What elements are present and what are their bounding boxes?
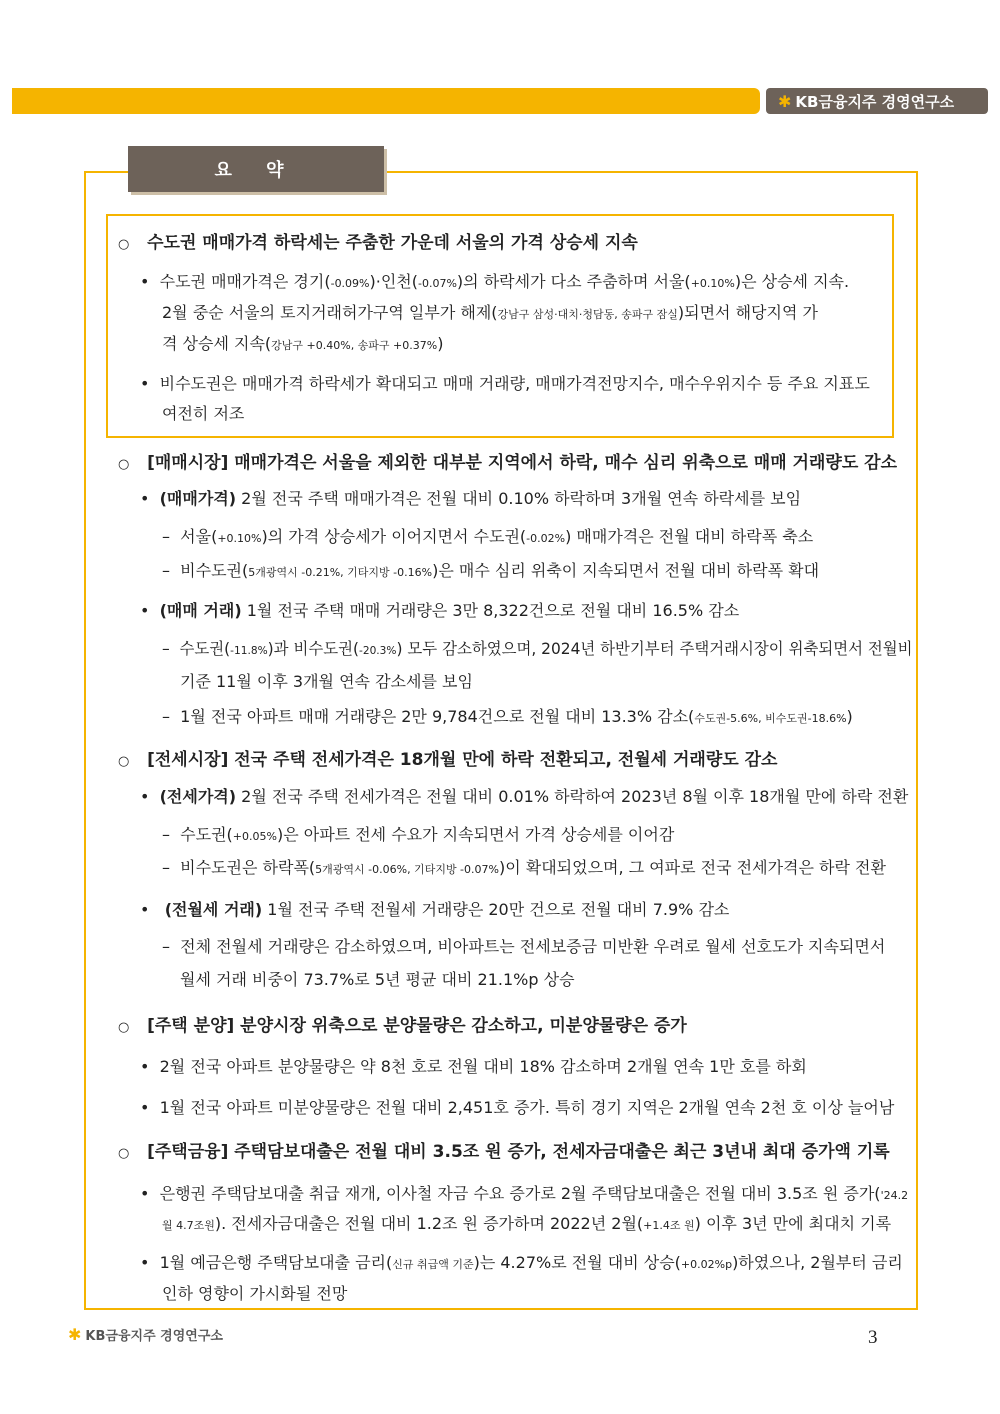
- bullet-5-2-line2: 인하 영향이 가시화될 전망: [162, 1284, 348, 1303]
- footer-brand: [68, 1325, 223, 1344]
- section-1-heading: ○ 수도권 매매가격 하락세는 주춤한 가운데 서울의 가격 상승세 지속: [118, 233, 638, 253]
- bullet-2-1: • (매매가격) 2월 전국 주택 매매가격은 전월 대비 0.10% 하락하며 3개월 연속 하락세를 보임: [140, 489, 802, 508]
- dash-2-4: – 1월 전국 아파트 매매 거래량은 2만 9,784건으로 전월 대비 13.3% 감소(수도권-5.6%, 비수도권-18.6%): [162, 707, 853, 726]
- summary-tab: 요 약: [128, 146, 384, 192]
- section-title: 수도권 매매가격 하락세는 주춤한 가운데 서울의 가격 상승세 지속: [147, 233, 638, 253]
- dash-3-3: – 전체 전월세 거래량은 감소하였으며, 비아파트는 전세보증금 미반환 우려로 월세 선호도가 지속되면서: [162, 937, 886, 956]
- dash-3-3-line2: 월세 거래 비중이 73.7%로 5년 평균 대비 21.1%p 상승: [180, 970, 575, 989]
- bullet-1-2: • 비수도권은 매매가격 하락세가 확대되고 매매 거래량, 매매가격전망지수, 매수우위지수 등 주요 지표도: [140, 374, 870, 393]
- bullet-5-2: • 1월 예금은행 주택담보대출 금리(신규 취급액 기준)는 4.27%로 전월 대비 상승(+0.02%p)하였으나, 2월부터 금리: [140, 1253, 903, 1272]
- page-number: 3: [868, 1327, 878, 1348]
- bullet-2-2: • (매매 거래) 1월 전국 주택 매매 거래량은 3만 8,322건으로 전월 대비 16.5% 감소: [140, 601, 740, 620]
- kb-star-icon: ✱: [68, 1325, 82, 1344]
- dash-3-1: – 수도권(+0.05%)은 아파트 전세 수요가 지속되면서 가격 상승세를 이어감: [162, 825, 675, 844]
- section-4-heading: ○ [주택 분양] 분양시장 위축으로 분양물량은 감소하고, 미분양물량은 증가: [118, 1016, 687, 1036]
- bullet-3-1: • (전세가격) 2월 전국 주택 전세가격은 전월 대비 0.01% 하락하여 2023년 8월 이후 18개월 만에 하락 전환: [140, 787, 909, 806]
- dash-3-2: – 비수도권은 하락폭(5개광역시 -0.06%, 기타지방 -0.07%)이 확대되었으며, 그 여파로 전국 전세가격은 하락 전환: [162, 858, 886, 877]
- bullet-5-1-line2: 월 4.7조원). 전세자금대출은 전월 대비 1.2조 원 증가하며 2022년 2월(+1.4조 원) 이후 3년 만에 최대치 기록: [162, 1214, 892, 1233]
- bullet-1-2-line2: 여전히 저조: [162, 404, 245, 423]
- kb-star-icon: ✱: [778, 91, 792, 111]
- bullet-1-1-line3: 격 상승세 지속(강남구 +0.40%, 송파구 +0.37%): [162, 334, 444, 353]
- dash-2-1: – 서울(+0.10%)의 가격 상승세가 이어지면서 수도권(-0.02%) 매매가격은 전월 대비 하락폭 축소: [162, 527, 814, 546]
- bullet-3-2: • (전월세 거래) 1월 전국 주택 전월세 거래량은 20만 건으로 전월 대비 7.9% 감소: [140, 900, 730, 919]
- bullet-1-1-line2: 2월 중순 서울의 토지거래허가구역 일부가 해제(강남구 삼성·대치·청담동, 송파구 잠실)되면서 해당지역 가: [162, 303, 818, 322]
- section-5-heading: ○ [주택금융] 주택담보대출은 전월 대비 3.5조 원 증가, 전세자금대출은 최근 3년내 최대 증가액 기록: [118, 1142, 890, 1162]
- header-accent-bar: [12, 88, 760, 114]
- header-brand-label: KB금융지주 경영연구소: [795, 92, 955, 111]
- dash-2-3: – 수도권(-11.8%)과 비수도권(-20.3%) 모두 감소하였으며, 2024년 하반기부터 주택거래시장이 위축되면서 전월비: [162, 639, 913, 658]
- bullet-4-1: • 2월 전국 아파트 분양물량은 약 8천 호로 전월 대비 18% 감소하며 2개월 연속 1만 호를 하회: [140, 1057, 807, 1076]
- dash-2-3-line2: 기준 11월 이후 3개월 연속 감소세를 보임: [180, 672, 473, 691]
- bullet-5-1: • 은행권 주택담보대출 취급 재개, 이사철 자금 수요 증가로 2월 주택담보대출은 전월 대비 3.5조 원 증가('24.2: [140, 1184, 909, 1203]
- bullet-4-2: • 1월 전국 아파트 미분양물량은 전월 대비 2,451호 증가. 특히 경기 지역은 2개월 연속 2천 호 이상 늘어남: [140, 1098, 895, 1117]
- bullet-1-1: • 수도권 매매가격은 경기(-0.09%)·인천(-0.07%)의 하락세가 다소 주춤하며 서울(+0.10%)은 상승세 지속.: [140, 272, 850, 291]
- section-3-heading: ○ [전세시장] 전국 주택 전세가격은 18개월 만에 하락 전환되고, 전월세 거래량도 감소: [118, 750, 778, 770]
- header-brand: [766, 88, 988, 114]
- section-2-heading: ○ [매매시장] 매매가격은 서울을 제외한 대부분 지역에서 하락, 매수 심리 위축으로 매매 거래량도 감소: [118, 453, 898, 473]
- footer-brand-label: KB금융지주 경영연구소: [85, 1329, 223, 1344]
- dash-2-2: – 비수도권(5개광역시 -0.21%, 기타지방 -0.16%)은 매수 심리 위축이 지속되면서 전월 대비 하락폭 확대: [162, 561, 820, 580]
